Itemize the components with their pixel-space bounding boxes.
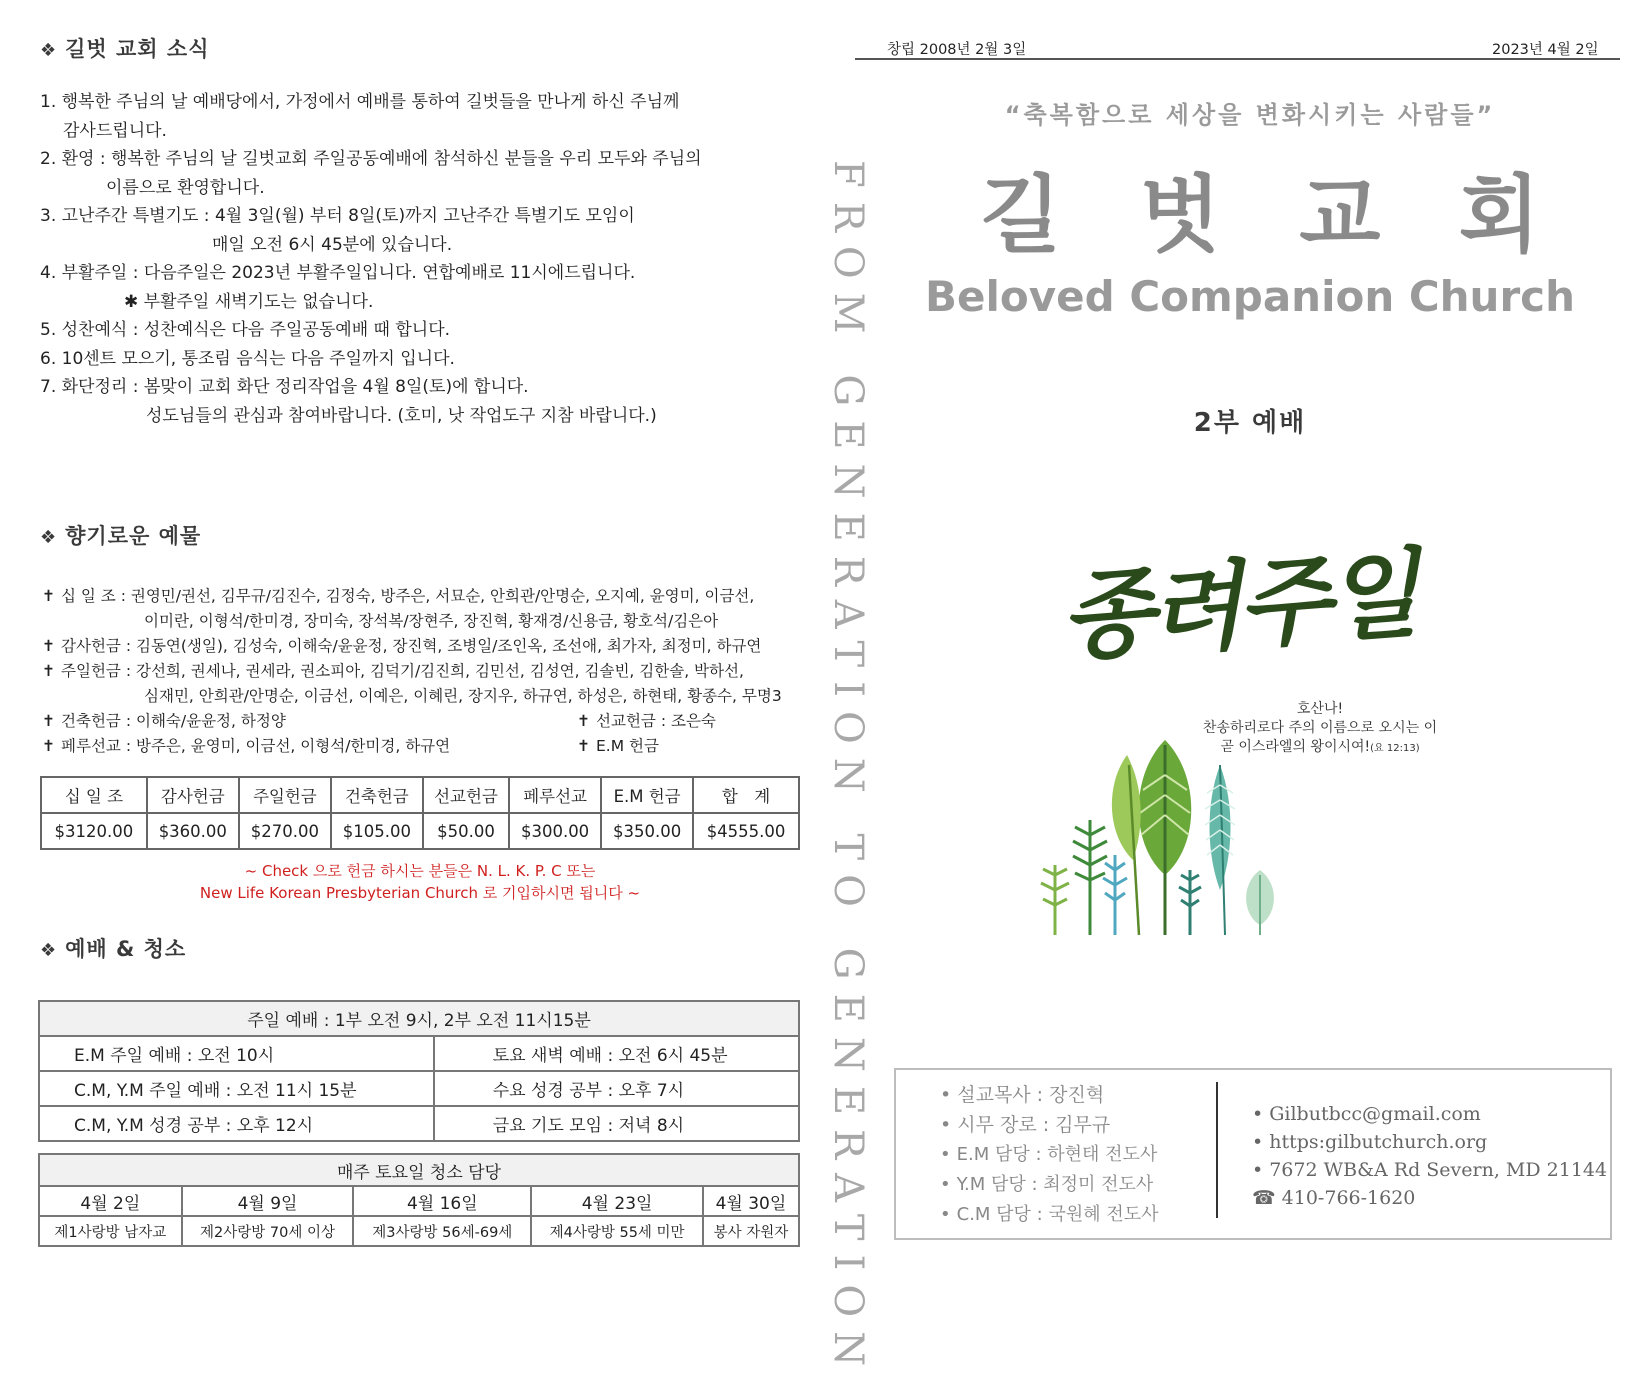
founded-date: 창립 2008년 2월 3일 <box>887 42 1027 58</box>
phone-icon: ☎ <box>1252 1187 1276 1209</box>
cross-icon: ✝ <box>577 712 590 730</box>
round-leaf-icon <box>1246 870 1274 935</box>
offering-col-em: E.M 헌금 <box>601 777 693 813</box>
offering-value: $300.00 <box>509 813 601 849</box>
worship-cell: 토요 새벽 예배 : 오전 6시 45분 <box>434 1036 799 1071</box>
bullet-icon: • <box>940 1084 952 1106</box>
offering-col-mission: 선교헌금 <box>423 777 509 813</box>
diamond-icon: ❖ <box>40 40 58 61</box>
staff-item: • 설교목사 : 장진혁 <box>940 1084 1105 1106</box>
bulletin-date: 2023년 4월 2일 <box>1492 42 1599 58</box>
cleaning-date: 4월 9일 <box>182 1186 354 1216</box>
big-leaf-icon <box>1139 740 1192 935</box>
cross-icon: ✝ <box>42 737 55 755</box>
offering-table <box>40 776 800 850</box>
offering-value: $3120.00 <box>41 813 147 849</box>
news-line: 5. 성찬예식 : 성찬예식은 다음 주일공동예배 때 합니다. <box>40 320 451 340</box>
palm-sunday-title: 종려주일 <box>1056 536 1419 675</box>
worship-cell: 수요 성경 공부 : 오후 7시 <box>434 1071 799 1106</box>
offering-row-thanks: ✝ 감사헌금 : 김동연(생일), 김성숙, 이해숙/윤윤정, 장진혁, 조병일/조인옥, 조선애, 최가자, 최정미, 하규연 <box>42 637 762 655</box>
news-line: 7. 화단정리 : 봄맞이 교회 화단 정리작업을 4월 8일(토)에 합니다. <box>40 377 529 397</box>
contact-website[interactable]: • https:gilbutchurch.org <box>1252 1131 1488 1153</box>
bullet-icon: • <box>1252 1131 1264 1153</box>
offering-col-tithe: 십 일 조 <box>41 777 147 813</box>
cleaning-date: 4월 23일 <box>531 1186 703 1216</box>
news-line: 감사드립니다. <box>63 120 167 141</box>
verse-text: 호산나! 찬송하리로다 주의 이름으로 오시는 이 곧 이스라엘의 왕이시여!(요 12:13) <box>1202 701 1438 755</box>
contact-email[interactable]: • Gilbutbcc@gmail.com <box>1252 1103 1481 1125</box>
cross-icon: ✝ <box>577 737 590 755</box>
cleaning-group: 제4사랑방 55세 미만 <box>531 1216 703 1246</box>
offering-value: $270.00 <box>239 813 331 849</box>
leaves-illustration <box>1035 735 1285 935</box>
church-name-korean: 길 벗 교 회 <box>980 166 1540 264</box>
news-line: 1. 행복한 주님의 날 예배당에서, 가정에서 예배를 통하여 길벗들을 만나게 하신 주님께 <box>40 92 680 112</box>
contact-phone[interactable]: ☎ 410-766-1620 <box>1252 1187 1416 1209</box>
worship-table-header: 주일 예배 : 1부 오전 9시, 2부 오전 11시15분 <box>39 1001 799 1036</box>
staff-item: • Y.M 담당 : 최정미 전도사 <box>940 1174 1154 1195</box>
worship-cell: 금요 기도 모임 : 저녁 8시 <box>434 1106 799 1141</box>
news-line: 2. 환영 : 행복한 주님의 날 길벗교회 주일공동예배에 참석하신 분들을 우리 모두와 주님의 <box>40 149 702 169</box>
worship-section-title: ❖ 예배 & 청소 <box>40 937 187 961</box>
staff-item: • 시무 장로 : 김무규 <box>940 1114 1111 1136</box>
news-line: 매일 오전 6시 45분에 있습니다. <box>212 234 453 255</box>
cross-icon: ✝ <box>42 637 55 655</box>
cleaning-table-header: 매주 토요일 청소 담당 <box>39 1154 799 1186</box>
news-line: 이름으로 환영합니다. <box>106 177 265 198</box>
offering-col-total: 합 계 <box>693 777 799 813</box>
offering-col-sunday: 주일헌금 <box>239 777 331 813</box>
cleaning-date: 4월 30일 <box>703 1186 799 1216</box>
worship-cell: E.M 주일 예배 : 오전 10시 <box>39 1036 434 1071</box>
offering-row-sunday: ✝ 주일헌금 : 강선희, 권세나, 권세라, 권소피아, 김덕기/김진희, 김민선, 김성연, 김솔빈, 김한솔, 박하선, <box>42 662 744 680</box>
offering-col-thanks: 감사헌금 <box>147 777 239 813</box>
service-label: 2부 예배 <box>1193 408 1307 438</box>
cleaning-group: 제1사랑방 남자교 <box>39 1216 182 1246</box>
offering-row-tithe: ✝ 십 일 조 : 권영민/권선, 김무규/김진수, 김정숙, 방주은, 서묘순, 안희관/안명순, 오지예, 윤영미, 이금선, <box>42 587 755 605</box>
bullet-icon: • <box>940 1174 951 1195</box>
offering-row-building: ✝ 건축헌금 : 이해숙/윤윤정, 하정양 ✝ 선교헌금 : 조은숙 <box>42 709 802 734</box>
staff-item: • C.M 담당 : 국원혜 전도사 <box>940 1204 1159 1225</box>
check-note: ~ Check 으로 헌금 하시는 분들은 N. L. K. P. C 또는 New Life Korean Presbyterian Church 로 기입하시면 됩니다 ~ <box>199 862 641 902</box>
diamond-icon: ❖ <box>40 940 58 961</box>
offering-list <box>42 584 802 759</box>
offering-table-header <box>41 777 799 813</box>
slogan: “축복함으로 세상을 변화시키는 사람들” <box>1004 101 1496 129</box>
worship-cell: C.M, Y.M 주일 예배 : 오전 11시 15분 <box>39 1071 434 1106</box>
offering-value: $4555.00 <box>693 813 799 849</box>
contact-address: • 7672 WB&A Rd Severn, MD 21144 <box>1252 1159 1608 1181</box>
contact-divider <box>1216 1082 1218 1218</box>
cleaning-group: 제3사랑방 56세-69세 <box>353 1216 531 1246</box>
news-line: 4. 부활주일 : 다음주일은 2023년 부활주일입니다. 연합예배로 11시에드립니다. <box>40 263 636 283</box>
cleaning-date: 4월 2일 <box>39 1186 182 1216</box>
offering-section-title: ❖ 향기로운 예물 <box>40 524 202 548</box>
cleaning-group: 제2사랑방 70세 이상 <box>182 1216 354 1246</box>
news-section-title: ❖ 길벗 교회 소식 <box>40 37 210 61</box>
offering-value: $350.00 <box>601 813 693 849</box>
offering-em: ✝ E.M 헌금 <box>577 737 659 755</box>
bullet-icon: • <box>1252 1103 1264 1125</box>
offering-mission: ✝ 선교헌금 : 조은숙 <box>577 712 716 730</box>
news-line: 성도님들의 관심과 참여바랍니다. (호미, 낫 작업도구 지참 바랍니다.) <box>146 405 657 426</box>
cleaning-table <box>38 1153 800 1247</box>
teal-fern-icon <box>1205 765 1235 935</box>
contact-list <box>1252 1100 1607 1212</box>
offering-table-values <box>41 813 799 849</box>
offering-row-peru: ✝ 페루선교 : 방주은, 윤영미, 이금선, 이형석/한미경, 하규연 ✝ E.M 헌금 <box>42 734 802 759</box>
news-line: 3. 고난주간 특별기도 : 4월 3일(월) 부터 8일(토)까지 고난주간 특별기도 모임이 <box>40 206 635 226</box>
staff-item: • E.M 담당 : 하현태 전도사 <box>940 1144 1158 1165</box>
news-line: 6. 10센트 모으기, 통조림 음식는 다음 주일까지 입니다. <box>40 348 455 369</box>
bullet-icon: • <box>1252 1159 1264 1181</box>
cleaning-date: 4월 16일 <box>353 1186 531 1216</box>
offering-row-tithe-cont: 이미란, 이형석/한미경, 장미숙, 장석복/장현주, 장진혁, 황재경/신용금, 황호석/김은아 <box>144 612 719 630</box>
cross-icon: ✝ <box>42 662 55 680</box>
news-line: ✱ 부활주일 새벽기도는 없습니다. <box>124 291 374 312</box>
bullet-icon: • <box>940 1114 952 1136</box>
offering-value: $360.00 <box>147 813 239 849</box>
spine-vertical-text: FROM GENERATION TO GENERATION <box>825 160 871 1380</box>
church-name-english: Beloved Companion Church <box>925 272 1575 321</box>
cleaning-group: 봉사 자원자 <box>703 1216 799 1246</box>
offering-row-sunday-cont: 심재민, 안희관/안명순, 이금선, 이예은, 이혜린, 장지우, 하규연, 하성은, 하현태, 황종수, 무명3 <box>144 687 782 705</box>
bullet-icon: • <box>940 1144 951 1165</box>
offering-value: $50.00 <box>423 813 509 849</box>
header-divider <box>855 58 1620 60</box>
offering-value: $105.00 <box>331 813 423 849</box>
offering-col-building: 건축헌금 <box>331 777 423 813</box>
news-list <box>40 88 780 430</box>
cross-icon: ✝ <box>42 587 55 605</box>
diamond-icon: ❖ <box>40 527 58 548</box>
worship-cell: C.M, Y.M 성경 공부 : 오후 12시 <box>39 1106 434 1141</box>
offering-col-peru: 페루선교 <box>509 777 601 813</box>
worship-table <box>38 1000 800 1142</box>
bullet-icon: • <box>940 1204 951 1225</box>
staff-list <box>940 1080 1159 1230</box>
cross-icon: ✝ <box>42 712 55 730</box>
